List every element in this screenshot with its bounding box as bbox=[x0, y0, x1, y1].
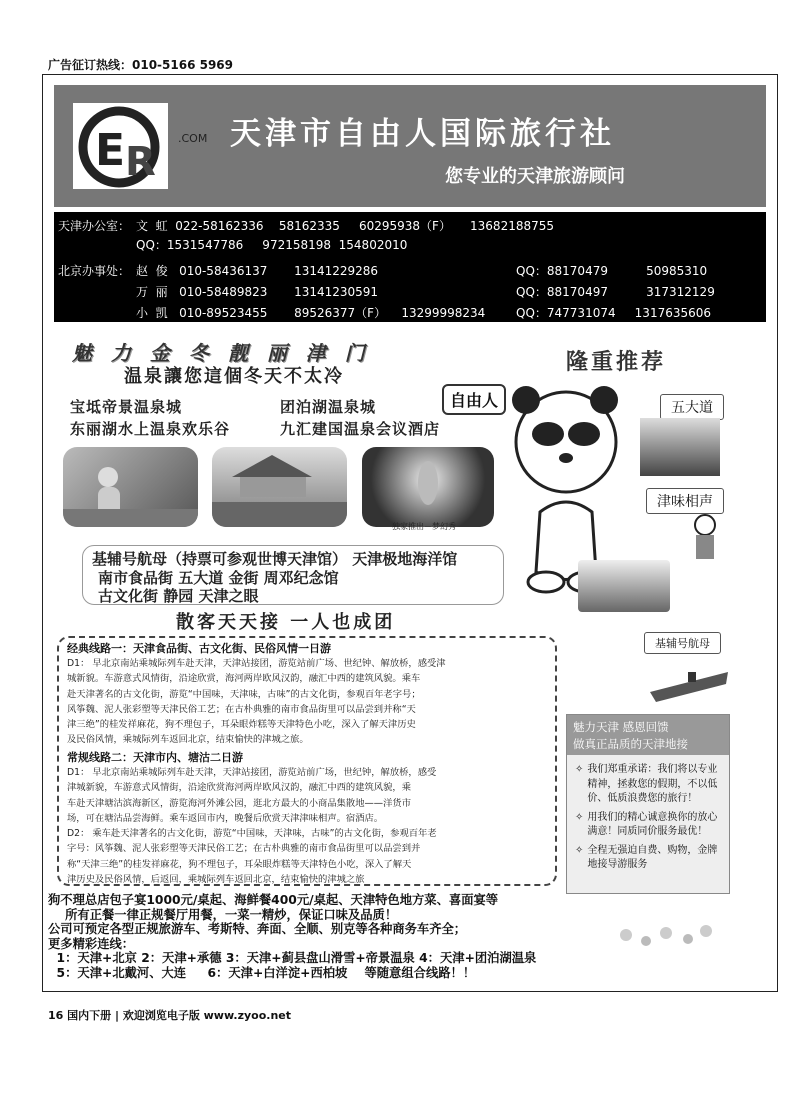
route2-line: 津历史及民俗风情，后返回，乘城际列车返回北京，结束愉快的津城之旅 bbox=[67, 873, 365, 885]
contact-block bbox=[54, 212, 766, 322]
aircraft-carrier-icon bbox=[648, 662, 732, 706]
highlight-line-3: 古文化街 静园 天津之眼 bbox=[98, 587, 259, 605]
spa-photo-2 bbox=[212, 447, 347, 527]
spa-4: 九汇建国温泉会议酒店 bbox=[280, 420, 441, 438]
svg-text:R: R bbox=[125, 139, 156, 185]
tag-xiangsheng: 津味相声 bbox=[646, 488, 724, 514]
route1-line: 风筝魏、泥人张彩塑等天津民俗工艺；在古朴典雅的南市食品街里可以品尝到并称“天 bbox=[67, 703, 416, 715]
flower-decoration bbox=[606, 915, 726, 955]
route2-line: 场，可在塘沽品尝海鲜。乘车返回市内，晚餐后欣赏天津津味相声。宿酒店。 bbox=[67, 812, 384, 824]
route2-line: 津城新貌，车游意式风情街，沿途欣赏海河两岸欧风汉韵，融汇中西的建筑风貌，乘 bbox=[67, 782, 411, 794]
route2-line: 车赴天津塘沽滨海新区，游览海河外滩公园，逛北方最大的小商品集散地——洋货市 bbox=[67, 797, 411, 809]
diamond-icon: ✧ bbox=[575, 844, 584, 856]
bottom-line: 1：天津+北京 2：天津+承德 3：天津+蓟县盘山滑雪+帝景温泉 4：天津+团泊湖温泉 bbox=[48, 951, 537, 966]
highlight-line-2: 南市食品街 五大道 金街 周邓纪念馆 bbox=[98, 569, 339, 587]
promise-item-text: 我们郑重承诺：我们将以专业精神，拯救您的假期，不以低价、低质浪费您的旅行！ bbox=[587, 764, 718, 804]
promise-items bbox=[575, 763, 723, 873]
promise-box bbox=[566, 714, 730, 894]
tagline: 散客天天接 一人也成团 bbox=[176, 612, 396, 633]
promise-item bbox=[575, 763, 723, 807]
promise-title-1: 魅力天津 感恩回馈 bbox=[573, 720, 669, 734]
tianjin-qq: QQ：1531547786 972158198 154802010 bbox=[136, 238, 408, 252]
mountain-photo bbox=[578, 560, 670, 612]
promo-subheadline: 温泉讓您這個冬天不太冷 bbox=[124, 366, 344, 387]
ad-hotline: 广告征订热线：010-5166 5969 bbox=[48, 58, 234, 72]
agency-slogan: 您专业的天津旅游顾问 bbox=[445, 166, 625, 187]
route2-title: 常规线路二：天津市内、塘沽二日游 bbox=[67, 751, 243, 764]
bottom-line: 公司可预定各型正规旅游车、考斯特、奔面、全顺、别克等各种商务车齐全； bbox=[48, 922, 467, 937]
route2-line: D2： 乘车赴天津著名的古文化街，游览“中国味，天津味，古味”的古文化街，参观百年老 bbox=[67, 828, 437, 839]
bottom-line: 5：天津+北戴河、大连 6：天津+白洋淀+西柏坡 等随意组合线路！！ bbox=[48, 965, 476, 980]
tag-wudadao: 五大道 bbox=[660, 394, 724, 420]
bottom-info bbox=[48, 893, 536, 981]
beijing-person-1: 赵 俊 010-58436137 13141229286 bbox=[136, 264, 379, 278]
agency-name: 天津市自由人国际旅行社 bbox=[230, 116, 615, 152]
diamond-icon: ✧ bbox=[575, 811, 584, 823]
beijing-qq-3: QQ：747731074 1317635606 bbox=[516, 306, 712, 320]
tianjin-label: 天津办公室： bbox=[58, 219, 131, 233]
svg-text:E: E bbox=[95, 125, 126, 176]
diamond-icon: ✧ bbox=[575, 764, 584, 775]
route1-text bbox=[67, 656, 446, 748]
agency-logo bbox=[73, 103, 203, 189]
tianjin-person: 文 虹 022-58162336 58162335 60295938（F） 13682188755 bbox=[136, 219, 555, 233]
spa-3: 东丽湖水上温泉欢乐谷 bbox=[70, 420, 231, 438]
route-box bbox=[57, 636, 557, 886]
promise-item-text: 全程无强迫自费、购物，金牌地接导游服务 bbox=[587, 844, 718, 870]
beijing-person-2: 万 丽 010-58489823 13141230591 bbox=[136, 285, 379, 299]
route2-day2 bbox=[67, 826, 437, 887]
spa-2: 团泊湖温泉城 bbox=[280, 398, 377, 416]
beijing-label: 北京办事处： bbox=[58, 264, 131, 278]
comedian-icon bbox=[688, 513, 722, 561]
promise-item-text: 用我们的精心诚意换你的放心满意！同质同价服务最优！ bbox=[587, 811, 718, 837]
promo-headline: 魅 力 金 冬 靓 丽 津 门 bbox=[72, 341, 371, 365]
beijing-person-3: 小 凯 010-89523455 89526377（F） 13299998234 bbox=[136, 306, 486, 320]
logo-domain: .COM bbox=[178, 132, 208, 145]
bottom-line: 狗不理总店包子宴1000元/桌起、海鲜餐400元/桌起、天津特色地方菜、喜面宴等 bbox=[48, 893, 499, 907]
recommend-title: 隆重推荐 bbox=[566, 350, 667, 375]
bottom-line: 更多精彩连线： bbox=[48, 936, 135, 951]
route2-line: 称“天津三绝”的桂发祥麻花，狗不理包子，耳朵眼炸糕等天津特色小吃，深入了解天 bbox=[67, 858, 412, 870]
highlight-line-1: 基辅号航母（持票可参观世博天津馆） 天津极地海洋馆 bbox=[92, 550, 458, 568]
show-photo bbox=[362, 447, 494, 527]
spa-1: 宝坻帝景温泉城 bbox=[70, 398, 183, 416]
route2-line: 字号：风筝魏、泥人张彩塑等天津民俗工艺；在古朴典雅的南市食品街里可以品尝到并 bbox=[67, 843, 421, 855]
tag-carrier: 基辅号航母 bbox=[644, 632, 721, 654]
route1-title: 经典线路一：天津食品街、古文化街、民俗风情一日游 bbox=[67, 642, 331, 655]
show-caption: 独家推出－梦幻秀 bbox=[392, 522, 456, 531]
spa-photo-1 bbox=[63, 447, 198, 527]
wudadao-photo bbox=[640, 418, 720, 476]
route1-line: 津三绝”的桂发祥麻花，狗不理包子，耳朵眼炸糕等天津特色小吃，深入了解天津历史 bbox=[67, 719, 416, 731]
page-footer: 16 国内下册 | 欢迎浏览电子版 www.zyoo.net bbox=[48, 1009, 292, 1022]
promise-item bbox=[575, 811, 723, 840]
promise-title-2: 做真正品质的天津地接 bbox=[573, 737, 688, 751]
route2-line: D1： 早北京南站乘城际列车赴天津，天津站接团，游览站前广场，世纪钟，解放桥，感受 bbox=[67, 767, 437, 778]
bottom-line: 所有正餐一律正规餐厅用餐，一菜一精炒，保证口味及品质！ bbox=[48, 907, 398, 922]
route1-line: 城新貌。车游意式风情街，沿途欣赏，海河两岸欧风汉韵，融汇中西的建筑风貌。乘车 bbox=[67, 673, 421, 685]
promise-item bbox=[575, 844, 723, 873]
beijing-qq-2: QQ：88170497 317312129 bbox=[516, 285, 715, 299]
route2-day1 bbox=[67, 765, 436, 826]
route1-line: 及民俗风情，乘城际列车返回北京，结束愉快的津城之旅。 bbox=[67, 734, 309, 746]
beijing-qq-1: QQ：88170479 50985310 bbox=[516, 264, 708, 278]
route1-line: 赴天津著名的古文化街，游览“中国味，天津味，古味”的古文化街，参观百年老字号； bbox=[67, 688, 421, 700]
route1-line: D1： 早北京南站乘城际列车赴天津，天津站接团，游览站前广场、世纪钟、解放桥，感受津 bbox=[67, 658, 446, 669]
mascot-flag: 自由人 bbox=[442, 384, 506, 415]
